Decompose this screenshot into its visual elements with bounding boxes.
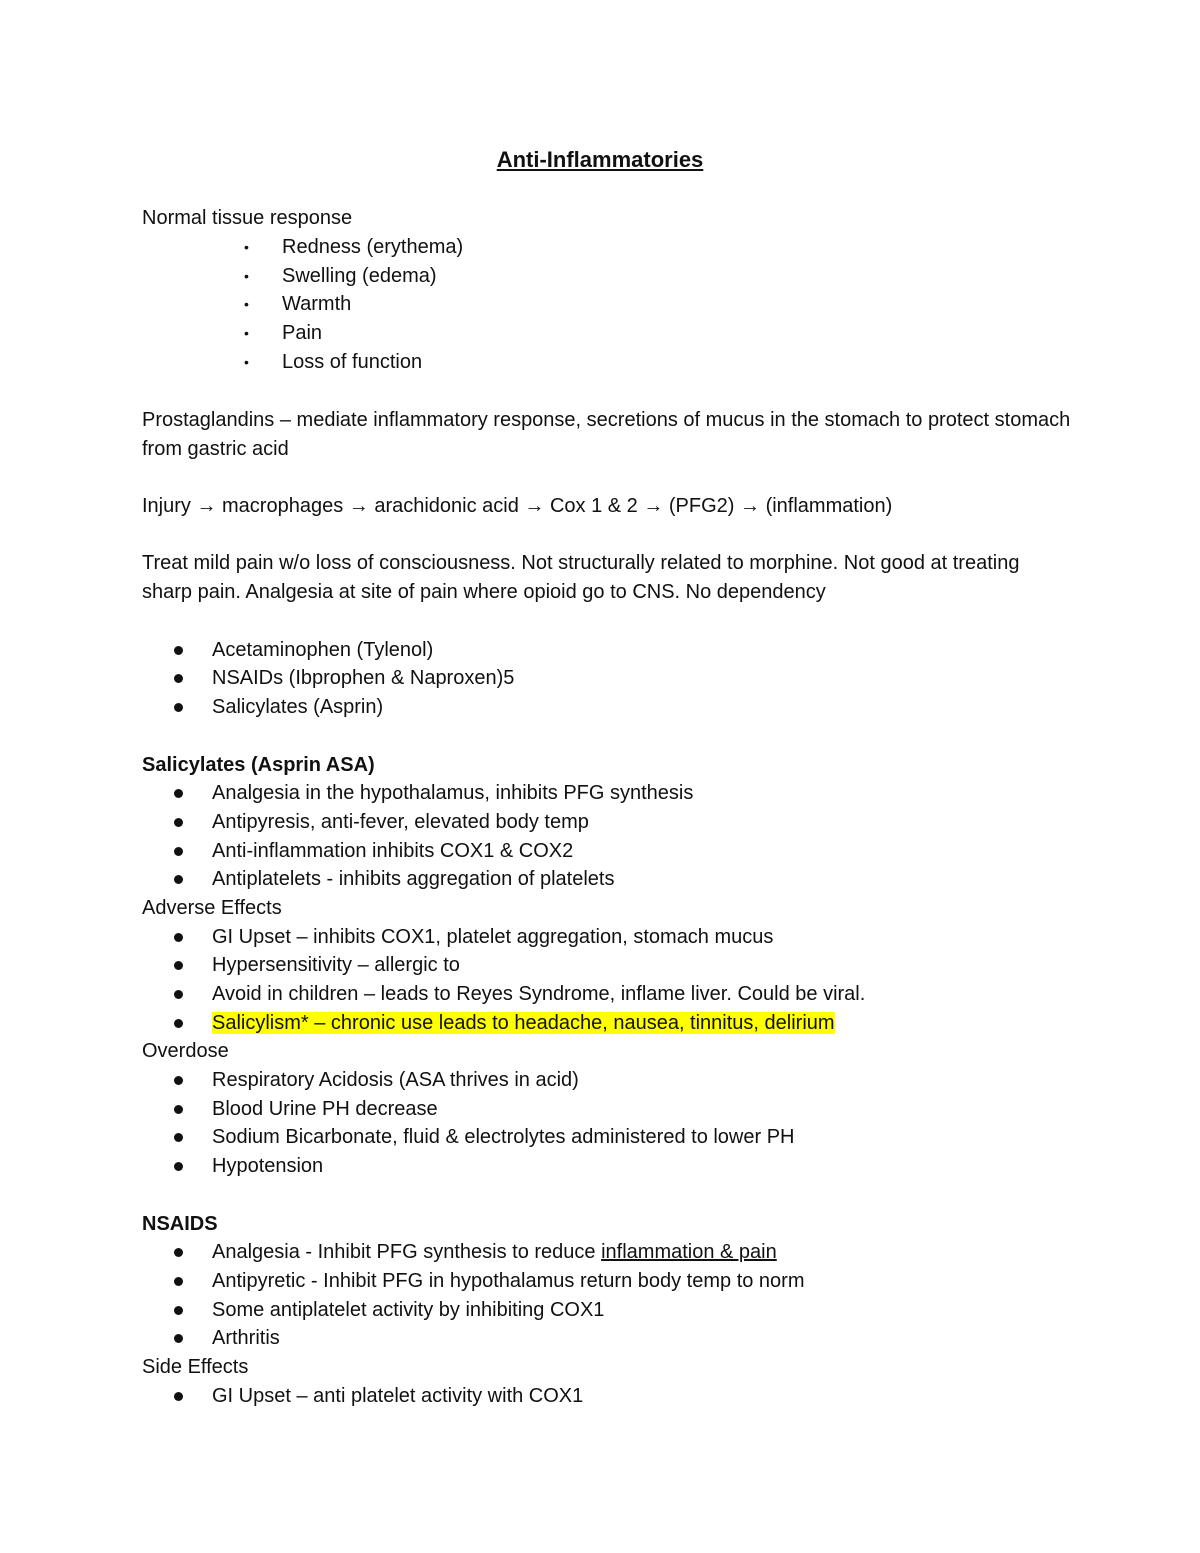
list-item: Analgesia - Inhibit PFG synthesis to reduce inflammation & pain (174, 1238, 739, 1266)
list-item: • Redness (erythema) (252, 233, 433, 261)
normal-tissue-heading: Normal tissue response (142, 207, 353, 229)
bullet-icon: • (244, 239, 249, 255)
salicylates-heading: Salicylates (Asprin ASA) (142, 754, 375, 776)
bullet-icon (174, 847, 183, 856)
bullet-icon: • (244, 296, 249, 312)
bullet-icon (174, 789, 183, 798)
bullet-icon (174, 646, 183, 655)
bullet-icon (174, 1076, 183, 1085)
treatment-paragraph: Treat mild pain w/o loss of consciousness. Not structurally related to morphine. Not good at treating sharp pain. Analgesia at site of pain where opioid go to CNS. No dependency (142, 552, 1020, 603)
list-item: Hypersensitivity – allergic to (174, 951, 422, 979)
pathway-line: Injury → macrophages → arachidonic acid → Cox 1 & 2 → (PFG2) → (inflammation) (142, 495, 893, 517)
bullet-icon (174, 1019, 183, 1028)
list-item: Antiplatelets - inhibits aggregation of platelets (174, 865, 576, 893)
list-item: Hypotension (174, 1152, 285, 1180)
bullet-icon (174, 703, 183, 712)
bullet-icon (174, 990, 183, 999)
list-item: • Loss of function (252, 348, 392, 376)
bullet-icon (174, 1334, 183, 1343)
list-item: Avoid in children – leads to Reyes Syndrome, inflame liver. Could be viral. (174, 980, 827, 1008)
bullet-icon (174, 1248, 183, 1257)
overdose-heading: Overdose (142, 1040, 229, 1062)
list-item: Some antiplatelet activity by inhibiting COX1 (174, 1296, 566, 1324)
document-title: Anti-Inflammatories (496, 147, 704, 172)
bullet-icon: • (244, 268, 249, 284)
list-item: • Warmth (252, 290, 321, 318)
bullet-icon (174, 674, 183, 683)
underlined-text: inflammation & pain (601, 1241, 777, 1263)
bullet-icon: • (244, 325, 249, 341)
adverse-effects-heading: Adverse Effects (142, 897, 282, 919)
list-item: GI Upset – anti platelet activity with COX1 (174, 1382, 545, 1410)
list-item: NSAIDs (Ibprophen & Naproxen)5 (174, 664, 476, 692)
list-item: Blood Urine PH decrease (174, 1095, 400, 1123)
list-item: Arthritis (174, 1324, 242, 1352)
bullet-icon (174, 875, 183, 884)
bullet-icon (174, 1392, 183, 1401)
bullet-icon (174, 1277, 183, 1286)
list-item: Antipyresis, anti-fever, elevated body temp (174, 808, 551, 836)
list-item (174, 1009, 835, 1037)
bullet-icon (174, 1306, 183, 1315)
bullet-icon (174, 818, 183, 827)
side-effects-heading: Side Effects (142, 1356, 249, 1378)
list-item: Salicylates (Asprin) (174, 693, 345, 721)
bullet-icon (174, 961, 183, 970)
prostaglandins-paragraph: Prostaglandins – mediate inflammatory response, secretions of mucus in the stomach to protect stomach from gastric acid (142, 409, 1071, 460)
list-item: Antipyretic - Inhibit PFG in hypothalamus return body temp to norm (174, 1267, 767, 1295)
list-item: • Swelling (edema) (252, 262, 407, 290)
list-item: Anti-inflammation inhibits COX1 & COX2 (174, 837, 535, 865)
highlighted-text: Salicylism* – chronic use leads to headache, nausea, tinnitus, delirium (212, 1012, 835, 1034)
bullet-icon (174, 1133, 183, 1142)
list-item: Sodium Bicarbonate, fluid & electrolytes administered to lower PH (174, 1123, 757, 1151)
bullet-icon (174, 933, 183, 942)
bullet-icon: • (244, 354, 249, 370)
list-item: Analgesia in the hypothalamus, inhibits PFG synthesis (174, 779, 655, 807)
list-item: • Pain (252, 319, 292, 347)
bullet-icon (174, 1162, 183, 1171)
bullet-icon (174, 1105, 183, 1114)
list-item: Acetaminophen (Tylenol) (174, 636, 395, 664)
nsaids-heading: NSAIDS (142, 1213, 218, 1235)
list-item: GI Upset – inhibits COX1, platelet aggregation, stomach mucus (174, 923, 735, 951)
list-item: Respiratory Acidosis (ASA thrives in acid) (174, 1066, 541, 1094)
